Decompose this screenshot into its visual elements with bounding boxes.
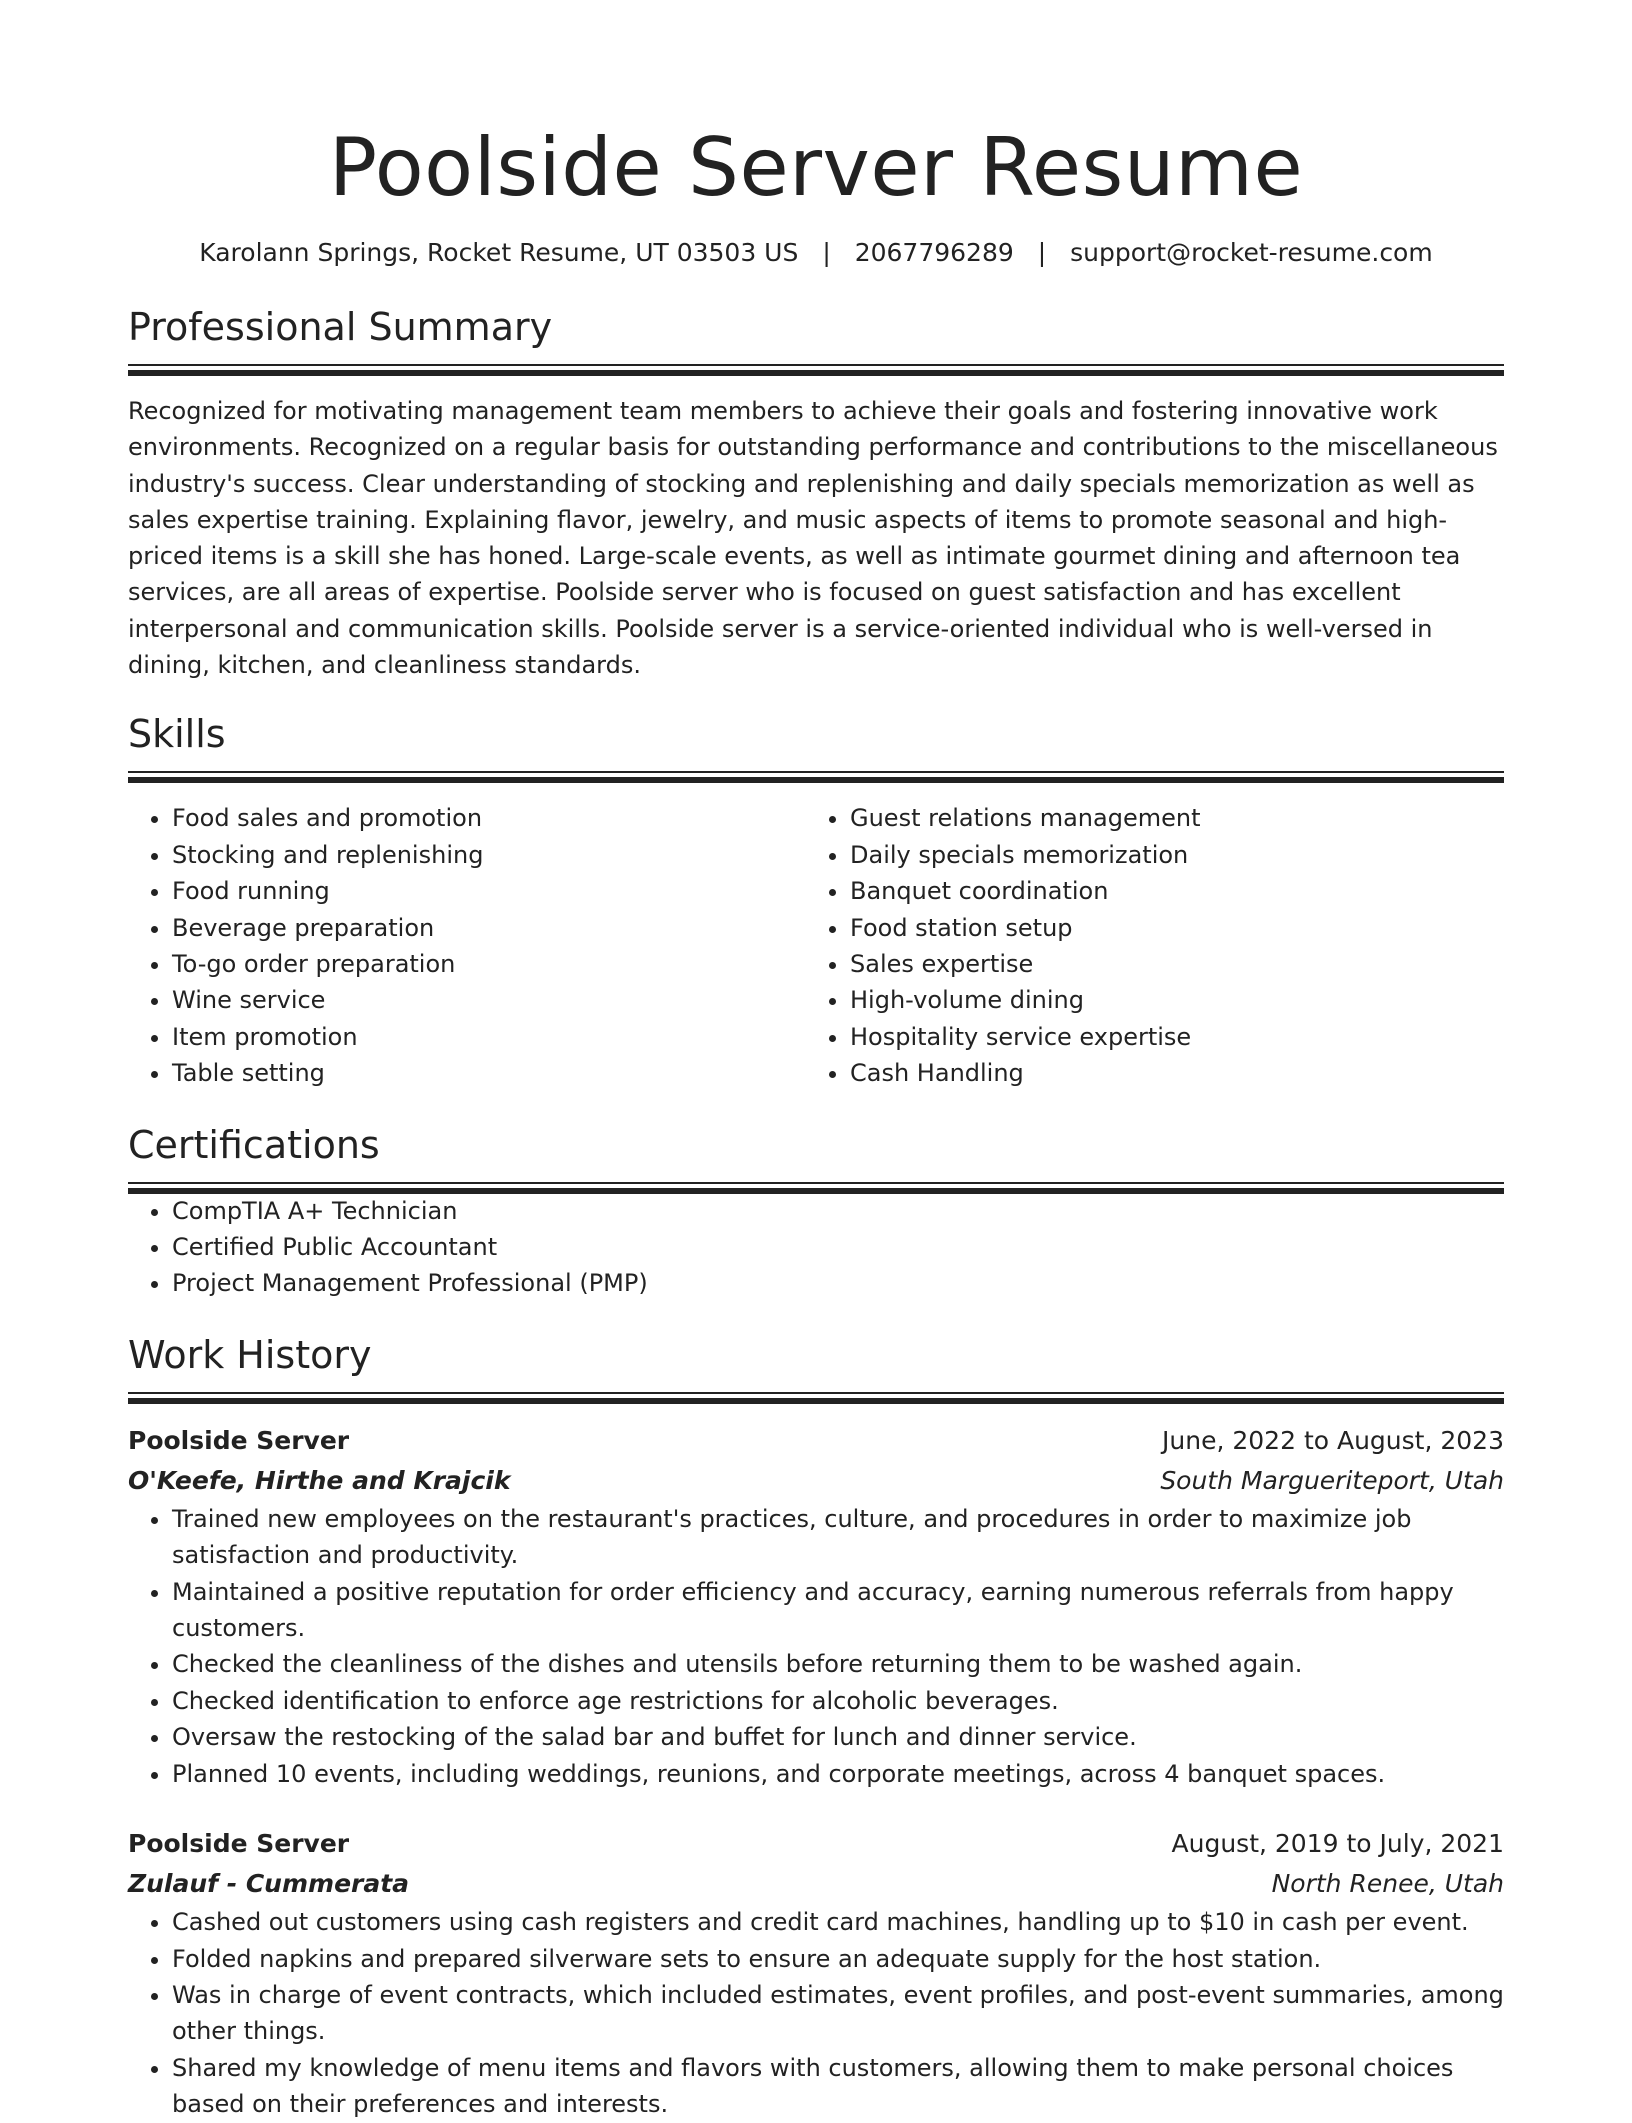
section-divider xyxy=(128,1182,1504,1193)
work-history-section xyxy=(128,1330,1504,2123)
job-duty-item: • Planned 10 events, including weddings, reunions, and corporate meetings, across 4 banquet spaces. xyxy=(172,1756,1504,1792)
skill-item: • Daily specials memorization xyxy=(850,837,1484,873)
certification-item: • CompTIA A+ Technician xyxy=(172,1193,1504,1229)
job-entry xyxy=(128,1421,1504,1792)
skill-item: • Wine service xyxy=(172,982,806,1018)
certification-item: • Certified Public Accountant xyxy=(172,1229,1504,1265)
skill-item: • Beverage preparation xyxy=(172,910,806,946)
skills-list-right xyxy=(806,800,1484,1091)
job-company: Zulauf - Cummerata xyxy=(128,1869,410,1899)
skill-item: • Food station setup xyxy=(850,910,1484,946)
skills-list-left xyxy=(128,800,806,1091)
skill-item: • Banquet coordination xyxy=(850,873,1484,909)
section-heading-skills: Skills xyxy=(128,712,226,757)
skill-item: • Food sales and promotion xyxy=(172,800,806,836)
contact-separator: | xyxy=(822,238,831,267)
certifications-section xyxy=(128,1120,1504,1302)
contact-address: Karolann Springs, Rocket Resume, UT 03503 US xyxy=(199,238,799,267)
job-duty-item: • Checked the cleanliness of the dishes and utensils before returning them to be washed again. xyxy=(172,1646,1504,1682)
job-header-row xyxy=(128,1824,1504,1864)
job-dates: June, 2022 to August, 2023 xyxy=(1162,1425,1504,1455)
contact-line xyxy=(128,236,1504,270)
job-header-row xyxy=(128,1421,1504,1461)
job-duty-item: • Oversaw the restocking of the salad bar and buffet for lunch and dinner service. xyxy=(172,1719,1504,1755)
job-duties-list xyxy=(128,1501,1504,1792)
section-heading-certifications: Certifications xyxy=(128,1122,380,1167)
section-divider xyxy=(128,364,1504,375)
job-subheader-row xyxy=(128,1864,1504,1904)
skill-item: • Hospitality service expertise xyxy=(850,1019,1484,1055)
job-title: Poolside Server xyxy=(128,1425,350,1455)
skill-item: • Guest relations management xyxy=(850,800,1484,836)
job-duties-list xyxy=(128,1904,1504,2122)
skill-item: • Sales expertise xyxy=(850,946,1484,982)
contact-phone: 2067796289 xyxy=(854,238,1014,267)
certification-item: • Project Management Professional (PMP) xyxy=(172,1265,1504,1301)
job-duty-item: • Shared my knowledge of menu items and flavors with customers, allowing them to make personal choices based on their preferences and interests. xyxy=(172,2050,1504,2123)
skill-item: • Food running xyxy=(172,873,806,909)
resume-title: Poolside Server Resume xyxy=(328,121,1304,214)
skills-column-left xyxy=(128,800,806,1091)
summary-text: Recognized for motivating management team members to achieve their goals and fostering innovative work environments. Recognized on a regular basis for outstanding performance and contributions to the miscellaneous industry's success. Clear understanding of stocking and replenishing and daily specials memorization as well as sales expertise training. Explaining flavor, jewelry, and music aspects of items to promote seasonal and high-priced items is a skill she has honed. Large-scale events, as well as intimate gourmet dining and afternoon tea services, are all areas of expertise. Poolside server who is focused on guest satisfaction and has excellent interpersonal and communication skills. Poolside server is a service-oriented individual who is well-versed in dining, kitchen, and cleanliness standards. xyxy=(128,397,1498,680)
job-dates: August, 2019 to July, 2021 xyxy=(1171,1829,1504,1859)
skill-item: • High-volume dining xyxy=(850,982,1484,1018)
job-duty-item: • Was in charge of event contracts, which included estimates, event profiles, and post-event summaries, among other things. xyxy=(172,1977,1504,2050)
job-location: South Margueriteport, Utah xyxy=(1160,1465,1504,1495)
summary-section xyxy=(128,302,1504,683)
skills-column-right xyxy=(806,800,1484,1091)
job-company: O'Keefe, Hirthe and Krajcik xyxy=(128,1465,511,1495)
section-divider xyxy=(128,771,1504,782)
job-duty-item: • Folded napkins and prepared silverware sets to ensure an adequate supply for the host station. xyxy=(172,1941,1504,1977)
job-subheader-row xyxy=(128,1461,1504,1501)
skill-item: • Cash Handling xyxy=(850,1055,1484,1091)
job-duty-item: • Trained new employees on the restaurant's practices, culture, and procedures in order to maximize job satisfaction and productivity. xyxy=(172,1501,1504,1574)
section-heading-work-history: Work History xyxy=(128,1332,372,1377)
skill-item: • Stocking and replenishing xyxy=(172,837,806,873)
contact-email: support@rocket-resume.com xyxy=(1070,238,1433,267)
section-heading-summary: Professional Summary xyxy=(128,305,553,349)
skill-item: • To-go order preparation xyxy=(172,946,806,982)
skill-item: • Table setting xyxy=(172,1055,806,1091)
job-duty-item: • Maintained a positive reputation for order efficiency and accuracy, earning numerous referrals from happy customers. xyxy=(172,1574,1504,1647)
job-entry xyxy=(128,1824,1504,2122)
certifications-list xyxy=(128,1193,1504,1302)
skills-grid xyxy=(128,800,1504,1091)
skills-section xyxy=(128,709,1504,1091)
contact-separator: | xyxy=(1037,238,1047,267)
job-duty-item: • Cashed out customers using cash registers and credit card machines, handling up to $10 in cash per event. xyxy=(172,1904,1504,1940)
job-duty-item: • Checked identification to enforce age restrictions for alcoholic beverages. xyxy=(172,1683,1504,1719)
job-location: North Renee, Utah xyxy=(1271,1869,1504,1899)
job-title: Poolside Server xyxy=(128,1829,350,1859)
section-divider xyxy=(128,1392,1504,1403)
skill-item: • Item promotion xyxy=(172,1019,806,1055)
